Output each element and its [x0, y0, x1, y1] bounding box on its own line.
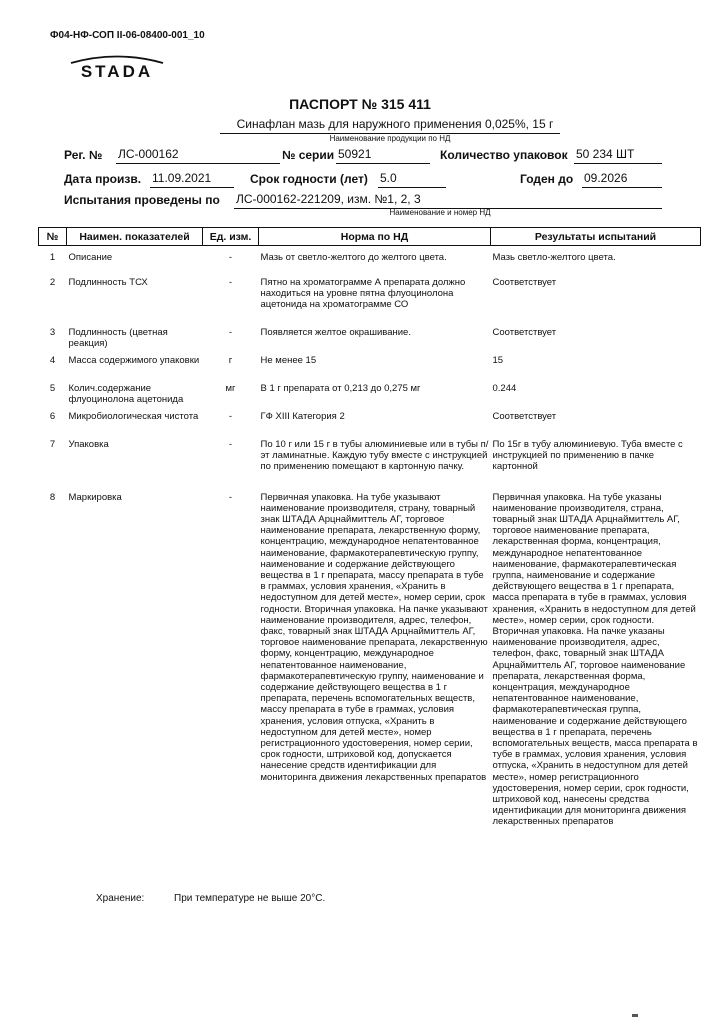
row-number: 5 — [49, 382, 56, 394]
storage-label: Хранение: — [96, 893, 145, 904]
table-row — [39, 355, 701, 383]
storage-value: При температуре не выше 20°С. — [174, 893, 326, 904]
row-indicator: Микробиологическая чистота — [68, 410, 199, 422]
header-indicator: Наимен. показателей — [67, 228, 203, 246]
row-number: 4 — [49, 354, 56, 366]
row-indicator: Описание — [68, 252, 113, 263]
row-norm: Появляется желтое окрашивание. — [260, 326, 411, 338]
row-number: 8 — [49, 491, 56, 503]
expiry-value: 09.2026 — [582, 171, 662, 188]
row-unit: - — [228, 276, 233, 288]
row-unit: - — [228, 491, 233, 503]
row-number: 3 — [49, 326, 56, 338]
row-result: Первичная упаковка. На тубе указаны наименование производителя, страна, товарный знак ШТАДА Арцнаймиттель АГ, торговое наименование препарата, лекарственная форма, концентрация, международное непатентованное наименование, фармакотерапевтическая группа, наименование и содержание действующего вещества в 1 г препарата, масса препарата в тубе в граммах, условия хранения, «Хранить в недоступном для детей месте», номер серии, срок годности. Вторичная упаковка. На пачке указаны наименование производителя, адрес, телефон, факс, товарный знак ШТАДА Арцнаймиттель АГ, торговое наименование препарата, лекарственная форма, концентрация, международное непатентованное наименование, фармакотерапевтическая группа, наименование и содержание действующего вещества в 1 г препарата, перечень вспомогательных веществ, масса препарата в тубе в граммах, условия хранения, условия отпуска, «Хранить в недоступном для детей месте», номер регистрационного удостоверения, номер серии, срок годности, штриховой код, нанесены средства идентификации для мониторинга движения лекарственных препаратов — [492, 491, 698, 828]
passport-title: ПАСПОРТ № 315 411 — [289, 96, 431, 112]
table-row — [39, 327, 701, 355]
quantity-label: Количество упаковок — [440, 148, 568, 162]
scan-mark — [632, 1014, 638, 1017]
reg-label: Рег. № — [64, 148, 103, 162]
table-row — [39, 277, 701, 327]
brand-name: STADA — [80, 62, 154, 81]
row-result: Мазь светло-желтого цвета. — [492, 252, 616, 263]
shelf-life-value: 5.0 — [378, 171, 446, 188]
production-date-label: Дата произв. — [64, 172, 142, 186]
production-date-value: 11.09.2021 — [150, 171, 234, 188]
table-header-row — [39, 228, 701, 246]
product-name: Синафлан мазь для наружного применения 0,025%, 15 г — [236, 117, 554, 131]
row-number: 2 — [49, 276, 56, 288]
row-number: 7 — [49, 438, 56, 450]
row-result: Соответствует — [492, 326, 557, 338]
row-number: 6 — [49, 410, 56, 422]
tests-caption: Наименование и номер НД — [389, 208, 491, 217]
quantity-value: 50 234 ШТ — [574, 147, 662, 164]
row-result: Соответствует — [492, 410, 557, 422]
row-unit: - — [228, 438, 233, 450]
tests-value: ЛС-000162-221209, изм. №1, 2, 3 — [234, 192, 662, 209]
row-indicator: Упаковка — [68, 438, 109, 450]
table-row — [39, 492, 701, 828]
row-norm: Первичная упаковка. На тубе указывают наименование производителя, страну, товарный знак ШТАДА Арцнаймиттель АГ, торговое наименование препарата, лекарственную форму, концентрацию, международное непатентованное наименование, фармакотерапевтическую группу, наименование и содержание действующего вещества в 1 г препарата, массу препарата в тубе в граммах, условия хранения, «Хранить в недоступном для детей месте», номер серии, срок годности. Вторичная упаковка. На пачке указывают наименование производителя, адрес, телефон, факс, товарный знак ШТАДА Арцнаймиттель АГ, торговое наименование препарата, лекарственную форму, концентрацию, международное непатентованное наименование, фармакотерапевтическую группу, наименование и содержание действующего вещества в 1 г препарата, перечень вспомогательных веществ, массу препарата в тубе в граммах, условия хранения, условия отпуска, «Хранить в недоступном для детей месте», номер регистрационного удостоверения, номер серии, срок годности, штриховой код, допускается нанесение средств идентификации для мониторинга движения лекарственных препаратов — [260, 491, 488, 783]
row-unit: - — [228, 326, 233, 338]
product-caption: Наименование продукции по НД — [329, 134, 451, 143]
shelf-life-label: Срок годности (лет) — [250, 172, 368, 186]
series-value: 50921 — [336, 147, 430, 164]
row-result: По 15г в тубу алюминиевую. Туба вместе с инструкцией по применению в пачке картонной — [492, 438, 683, 472]
reg-value: ЛС-000162 — [116, 147, 280, 164]
results-table — [38, 227, 701, 828]
row-result: 0.244 — [492, 382, 517, 394]
header-unit: Ед. изм. — [203, 228, 259, 246]
row-indicator: Масса содержимого упаковки — [68, 354, 200, 366]
table-row — [39, 383, 701, 411]
header-norm: Норма по НД — [259, 228, 491, 246]
row-indicator: Маркировка — [68, 491, 122, 503]
row-unit: - — [228, 410, 233, 422]
row-indicator: Колич.содержание флуоцинолона ацетонида — [68, 382, 184, 405]
row-norm: По 10 г или 15 г в тубы алюминиевые или в тубы п/эт ламинатные. Каждую тубу вместе с инструкцией по применению помещают в картонную пачку. — [260, 438, 489, 472]
row-unit: г — [228, 354, 233, 366]
row-norm: Пятно на хроматограмме А препарата должно находиться на уровне пятна флуоцинолона ацетонида на хроматограмме СО — [260, 276, 466, 310]
series-label: № серии — [282, 148, 335, 162]
row-result: 15 — [492, 354, 504, 366]
row-unit: мг — [225, 382, 236, 394]
row-indicator: Подлинность (цветная реакция) — [68, 326, 168, 349]
table-row — [39, 246, 701, 277]
row-unit: - — [228, 252, 233, 263]
row-result: Соответствует — [492, 276, 557, 288]
header-result: Результаты испытаний — [491, 228, 701, 246]
tests-label: Испытания проведены по — [64, 193, 220, 207]
row-norm: Не менее 15 — [260, 354, 317, 366]
document-code: Ф04-НФ-СОП II-06-08400-001_10 — [50, 30, 205, 41]
row-indicator: Подлинность ТСХ — [68, 276, 148, 288]
table-row — [39, 439, 701, 492]
expiry-label: Годен до — [520, 172, 574, 186]
table-row — [39, 411, 701, 439]
row-number: 1 — [49, 252, 56, 263]
stada-logo — [62, 54, 172, 82]
row-norm: ГФ XIII Категория 2 — [260, 410, 345, 422]
row-norm: В 1 г препарата от 0,213 до 0,275 мг — [260, 382, 421, 394]
header-number: № — [39, 228, 67, 246]
row-norm: Мазь от светло-желтого до желтого цвета. — [260, 252, 447, 263]
